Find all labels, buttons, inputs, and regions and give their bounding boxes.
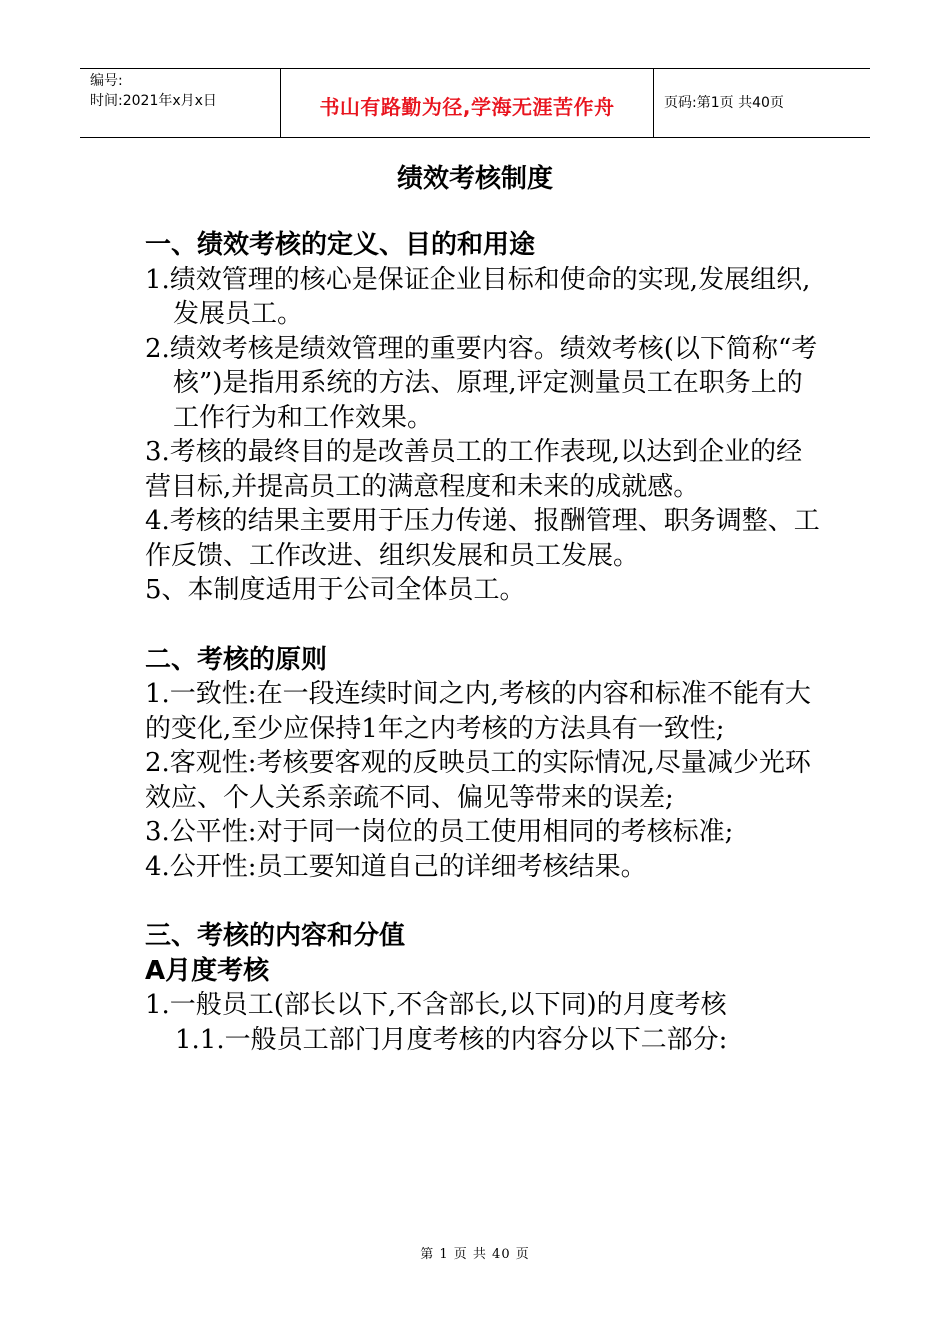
paragraph: 4.公开性:员工要知道自己的详细考核结果。 <box>145 851 647 882</box>
paragraph: 3.考核的最终目的是改善员工的工作表现,以达到企业的经营目标,并提高员工的满意程度和未来的成就感。 <box>145 437 803 502</box>
paragraph: 1.绩效管理的核心是保证企业目标和使命的实现,发展组织,发展员工。 <box>145 264 811 329</box>
time-label: 时间:2021年x月x日 <box>90 93 217 109</box>
header-page-info: 页码:第1页 共40页 <box>664 95 784 111</box>
section-heading-2: 二、考核的原则 <box>145 644 328 675</box>
header-page-cell <box>654 69 870 137</box>
header-meta-cell <box>80 69 281 137</box>
page-footer: 第 1 页 共 40 页 <box>420 1247 530 1262</box>
document-title: 绩效考核制度 <box>396 164 553 194</box>
number-label: 编号: <box>90 73 123 89</box>
paragraph: 1.1.一般员工部门月度考核的内容分以下二部分: <box>175 1024 728 1055</box>
subsection-heading: A月度考核 <box>145 955 270 986</box>
section-heading-1: 一、绩效考核的定义、目的和用途 <box>145 230 536 260</box>
spacer <box>145 884 825 919</box>
section-heading-3: 三、考核的内容和分值 <box>145 921 406 951</box>
paragraph: 1.一致性:在一段连续时间之内,考核的内容和标准不能有大的变化,至少应保持1年之内考核的方法具有一致性; <box>145 679 811 744</box>
paragraph: 4.考核的结果主要用于压力传递、报酬管理、职务调整、工作反馈、工作改进、组织发展和员工发展。 <box>145 506 820 571</box>
paragraph: 2.客观性:考核要客观的反映员工的实际情况,尽量减少光环效应、个人关系亲疏不同、偏见等带来的误差; <box>145 748 811 813</box>
document-body <box>145 228 825 1057</box>
header-motto-cell <box>281 69 654 137</box>
document-header <box>80 68 870 138</box>
paragraph: 1.一般员工(部长以下,不含部长,以下同)的月度考核 <box>145 990 727 1020</box>
paragraph: 5、本制度适用于公司全体员工。 <box>145 575 526 605</box>
spacer <box>145 608 825 643</box>
paragraph: 3.公平性:对于同一岗位的员工使用相同的考核标准; <box>145 817 734 847</box>
paragraph: 2.绩效考核是绩效管理的重要内容。绩效考核(以下简称“考核”)是指用系统的方法、原理,评定测量员工在职务上的工作行为和工作效果。 <box>145 333 818 433</box>
header-motto: 书山有路勤为径,学海无涯苦作舟 <box>319 95 615 119</box>
